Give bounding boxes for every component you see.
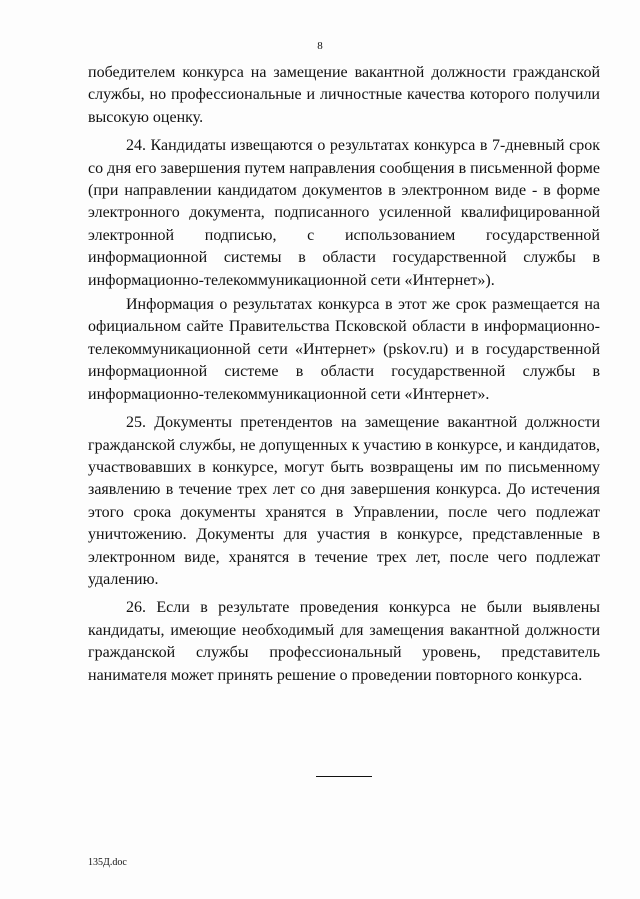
paragraph-26: 26. Если в результате проведения конкурса не были выявлены кандидаты, имеющие необходимый для замещения вакантной должности гражданской службы профессиональный уровень, представитель нанимателя может принять решение о проведении повторного конкурса. [88, 599, 600, 684]
document-body [88, 62, 600, 693]
paragraph-25: 25. Документы претендентов на замещение вакантной должности гражданской службы, не допущенных к участию в конкурсе, и кандидатов, участвовавших в конкурсе, могут быть возвращены им по письменному заявлению в течение трех лет со дня завершения конкурса. До истечения этого срока документы хранятся в Управлении, после чего подлежат уничтожению. Документы для участия в конкурсе, представленные в электронном виде, хранятся в течение трех лет, после чего подлежат удалению. [88, 414, 600, 588]
paragraph-continuation: победителем конкурса на замещение вакантной должности гражданской службы, но профессиональные и личностные качества которого получили высокую оценку. [88, 64, 600, 126]
page-number: 8 [317, 40, 323, 52]
end-divider-line [316, 776, 372, 777]
paragraph-results-info: Информация о результатах конкурса в этот же срок размещается на официальном сайте Правительства Псковской области в информационно-телекоммуникационной сети «Интернет» (pskov.ru) и в государственной информационной системе в области государственной службы в информационно-телекоммуникационной сети «Интернет». [88, 296, 600, 403]
footer-filename: 135Д.doc [88, 857, 127, 868]
paragraph-24: 24. Кандидаты извещаются о результатах конкурса в 7-дневный срок со дня его завершения путем направления сообщения в письменной форме (при направлении кандидатом документов в электронном виде - в форме электронного документа, подписанного усиленной квалифицированной электронной подписью, с использованием государственной информационной системы в области государственной службы в информационно-телекоммуникационной сети «Интернет»). [88, 137, 600, 289]
